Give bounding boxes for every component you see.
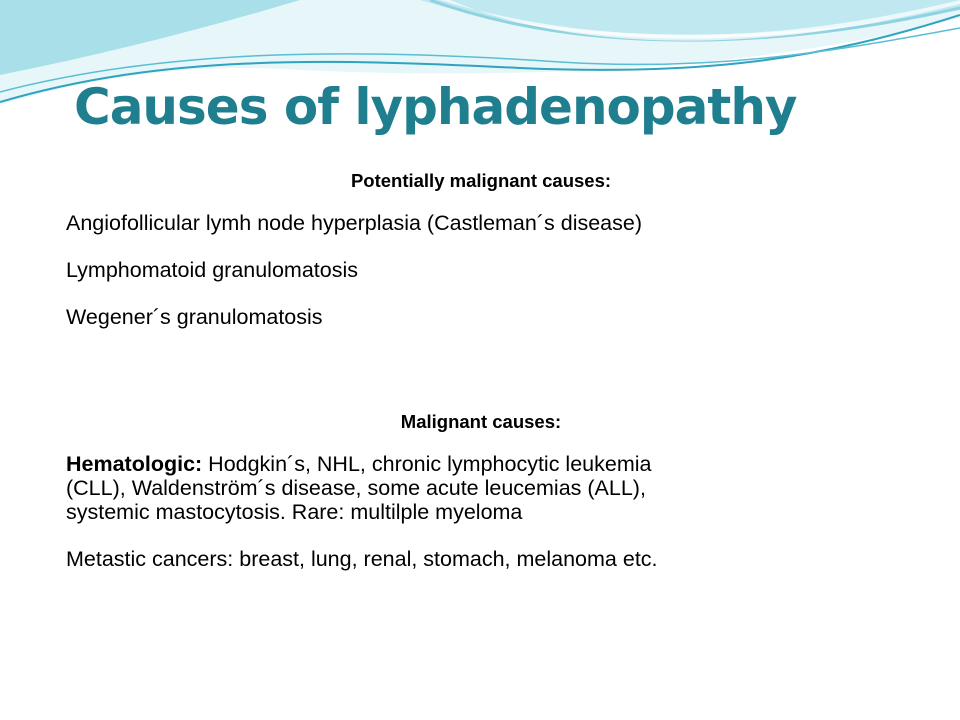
slide-title: Causes of lyphadenopathy xyxy=(74,78,797,136)
slide-content xyxy=(66,168,896,571)
list-item: Wegener´s granulomatosis xyxy=(66,305,323,329)
list-item-metastatic: Metastic cancers: breast, lung, renal, stomach, melanoma etc. xyxy=(66,547,658,571)
hematologic-line-3: systemic mastocytosis. Rare: multilple myeloma xyxy=(66,500,523,524)
hematologic-line-1: Hodgkin´s, NHL, chronic lymphocytic leukemia xyxy=(202,452,652,476)
list-item: Angiofollicular lymh node hyperplasia (Castleman´s disease) xyxy=(66,211,642,235)
list-item: Lymphomatoid granulomatosis xyxy=(66,258,358,282)
hematologic-line-2: (CLL), Waldenström´s disease, some acute leucemias (ALL), xyxy=(66,476,646,500)
section-heading-potentially-malignant: Potentially malignant causes: xyxy=(350,170,612,191)
hematologic-label: Hematologic: xyxy=(66,452,203,476)
list-item-hematologic xyxy=(66,452,896,524)
section-heading-malignant: Malignant causes: xyxy=(400,411,562,432)
